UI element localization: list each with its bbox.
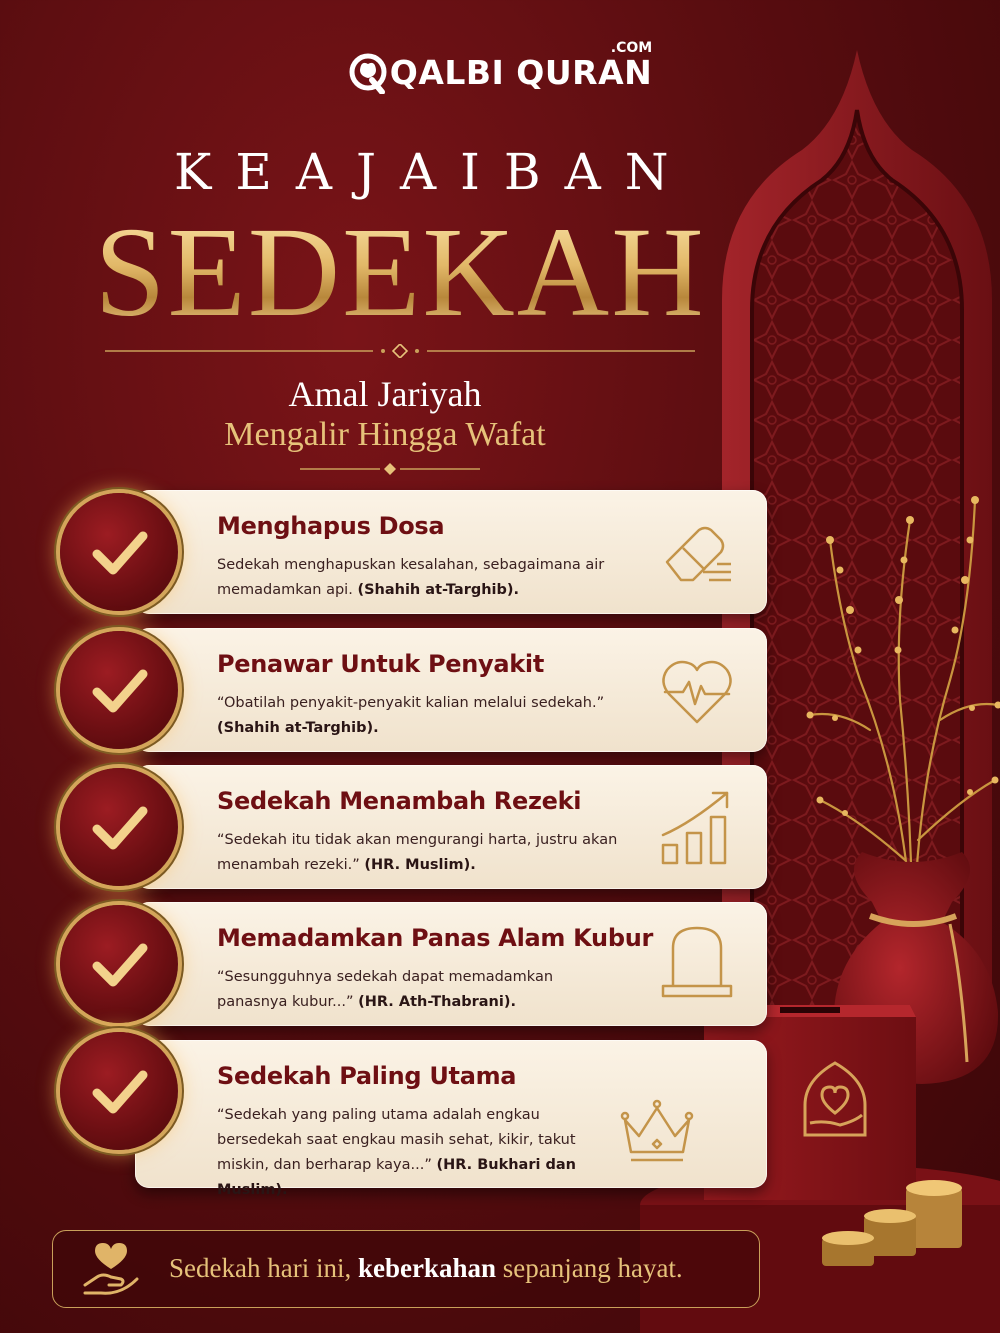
benefit-desc: Sedekah menghapuskan kesalahan, sebagaimana air memadamkan api. (Shahih at-Targhib). xyxy=(217,557,605,598)
title-main: SEDEKAH xyxy=(40,208,760,336)
growth-chart-icon xyxy=(657,787,737,867)
check-badge-3 xyxy=(60,768,178,886)
benefit-title: Memadamkan Panas Alam Kubur xyxy=(217,924,654,952)
hand-heart-icon xyxy=(81,1241,141,1299)
benefit-title: Sedekah Paling Utama xyxy=(217,1062,517,1090)
brand-name: QALBI QURAN xyxy=(389,52,653,92)
benefit-source: (HR. Ath-Thabrani). xyxy=(358,994,516,1010)
checkmark-icon xyxy=(87,520,151,584)
ornament-divider-small xyxy=(300,462,480,476)
ornament-divider xyxy=(105,344,695,358)
checkmark-icon xyxy=(87,1059,151,1123)
check-badge-4 xyxy=(60,905,178,1023)
benefit-desc: “Sedekah yang paling utama adalah engkau bersedekah saat engkau masih sehat, kikir, takut miskin, dan berharap kaya...” (HR. Bukhari dan Muslim). xyxy=(217,1107,576,1198)
benefit-source: (Shahih at-Targhib). xyxy=(357,582,520,598)
subtitle-line1: Amal Jariyah xyxy=(288,374,482,414)
banner-text: Sedekah hari ini, keberkahan sepanjang hayat. xyxy=(169,1253,683,1283)
benefit-title: Sedekah Menambah Rezeki xyxy=(217,787,582,815)
closing-banner xyxy=(52,1230,760,1308)
benefit-card-5 xyxy=(135,1040,767,1198)
benefit-desc: “Sedekah itu tidak akan mengurangi harta, justru akan menambah rezeki.” (HR. Muslim). xyxy=(217,832,618,873)
eraser-icon xyxy=(657,514,737,594)
benefit-title: Penawar Untuk Penyakit xyxy=(217,650,545,678)
checkmark-icon xyxy=(87,932,151,996)
check-badge-1 xyxy=(60,493,178,611)
heart-pulse-icon xyxy=(657,652,737,732)
benefit-source: (HR. Bukhari dan Muslim). xyxy=(217,1157,576,1198)
brand-domain: .COM xyxy=(610,40,653,56)
benefit-title: Menghapus Dosa xyxy=(217,512,445,540)
banner-emphasis: keberkahan xyxy=(357,1253,496,1283)
benefit-source: (HR. Muslim). xyxy=(364,857,476,873)
benefit-source: (Shahih at-Targhib). xyxy=(217,720,379,736)
gold-branch-decoration xyxy=(800,480,1000,900)
benefit-card-3 xyxy=(135,765,767,889)
benefit-desc: “Sesungguhnya sedekah dapat memadamkan panasnya kubur...” (HR. Ath-Thabrani). xyxy=(217,969,554,1010)
tombstone-icon xyxy=(657,922,737,1002)
check-badge-2 xyxy=(60,631,178,749)
benefit-card-1 xyxy=(135,490,767,614)
checkmark-icon xyxy=(87,658,151,722)
checkmark-icon xyxy=(87,795,151,859)
benefit-card-2 xyxy=(135,628,767,752)
check-badge-5 xyxy=(60,1032,178,1150)
benefit-desc: “Obatilah penyakit-penyakit kalian melalui sedekah.” (Shahih at-Targhib). xyxy=(217,695,605,736)
qalbi-quran-logo-icon xyxy=(348,50,388,94)
subtitle-line2: Mengalir Hingga Wafat xyxy=(224,416,546,453)
crown-icon xyxy=(617,1090,697,1170)
brand-logo xyxy=(0,40,1000,94)
title-top: KEAJAIBAN xyxy=(174,143,693,201)
benefit-card-4 xyxy=(135,902,767,1026)
gold-coins-decoration xyxy=(818,1178,968,1278)
